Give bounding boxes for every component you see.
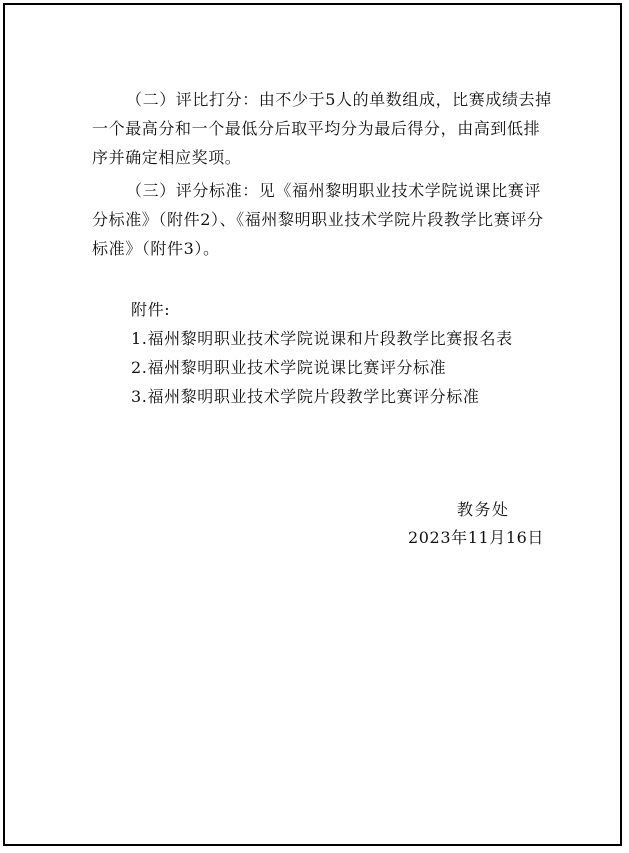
attachment-item-1: 1.福州黎明职业技术学院说课和片段教学比赛报名表 — [131, 329, 513, 348]
attachments-heading: 附件: — [131, 300, 171, 319]
issuing-office: 教务处 — [457, 500, 510, 519]
document-page — [3, 3, 622, 846]
issue-date: 2023年11月16日 — [408, 528, 545, 547]
attachments-list — [131, 324, 513, 411]
attachment-item-2: 2.福州黎明职业技术学院说课比赛评分标准 — [131, 358, 447, 377]
attachment-item-3: 3.福州黎明职业技术学院片段教学比赛评分标准 — [131, 387, 480, 406]
paragraph-standards: （三）评分标准：见《福州黎明职业技术学院说课比赛评分标准》（附件2）、《福州黎明职业技术学院片段教学比赛评分标准》（附件3）。 — [92, 181, 544, 258]
paragraph-scoring: （二）评比打分：由不少于5人的单数组成，比赛成绩去掉一个最高分和一个最低分后取平均分为最后得分，由高到低排序并确定相应奖项。 — [92, 90, 552, 167]
